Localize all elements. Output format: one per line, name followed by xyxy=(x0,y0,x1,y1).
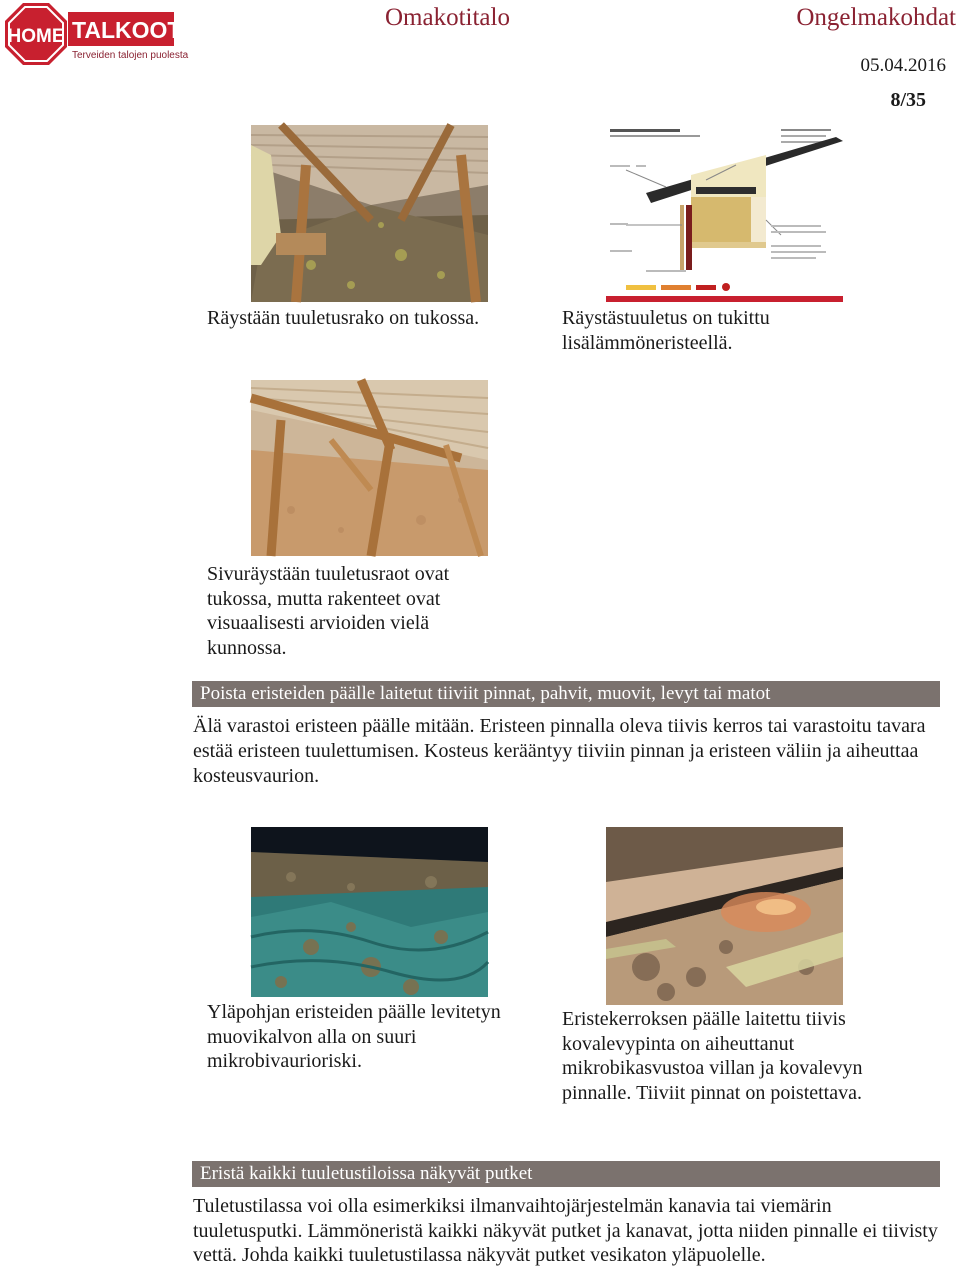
logo-talkoot-text: TALKOOT.FI xyxy=(72,17,206,43)
section-heading-dense-surfaces: Poista eristeiden päälle laitetut tiiviit pinnat, pahvit, muovit, levyt tai matot xyxy=(192,681,940,707)
section-heading-pipes: Eristä kaikki tuuletustiloissa näkyvät putket xyxy=(192,1161,940,1187)
caption-photo-1: Räystään tuuletusrako on tukossa. xyxy=(207,307,480,329)
logo-home-text: HOME xyxy=(7,26,65,47)
photo-plastic-film xyxy=(251,827,488,997)
caption-photo-4: Yläpohjan eristeiden päälle levitetyn muovikalvon alla on suuri mikrobivaurioriski. xyxy=(207,1001,501,1072)
page-number: 8/35 xyxy=(890,89,926,111)
photo-side-eave xyxy=(251,380,488,556)
section-body-dense-surfaces: Älä varastoi eristeen päälle mitään. Eristeen pinnalla oleva tiivis kerros tai varastoitu tavara estää eristeen tuulettumisen. Kosteus kerääntyy tiiviin pinnan ja eristeen väliin ja aiheuttaa kosteusvaurion. xyxy=(193,715,926,787)
header-title-left: Omakotitalo xyxy=(385,4,510,31)
photo-fiberboard-mold xyxy=(606,827,843,1005)
header-date: 05.04.2016 xyxy=(860,55,946,76)
caption-photo-3: Sivuräystään tuuletusraot ovat tukossa, mutta rakenteet ovat visuaalisesti arvioiden vielä kunnossa. xyxy=(207,563,450,659)
section-body-pipes: Tuletustilassa voi olla esimerkiksi ilmanvaihtojärjestelmän kanavia tai viemärin tuuletusputki. Lämmöneristä kaikki näkyvät putket ja kanavat, jotta niiden pinnalle ei tiivisty vettä. Johda kaikki tuuletustilassa näkyvät putket vesikaton yläpuolelle. xyxy=(193,1195,938,1266)
logo-tagline: Terveiden talojen puolesta xyxy=(72,50,189,61)
photo-attic-eave xyxy=(251,125,488,302)
hometalkoot-logo xyxy=(4,2,206,64)
diagram-eave-ventilation xyxy=(606,125,843,302)
caption-photo-2: Räystästuuletus on tukittu lisälämmöneristeellä. xyxy=(562,307,770,354)
header-title-right: Ongelmakohdat xyxy=(796,4,956,31)
caption-photo-5: Eristekerroksen päälle laitettu tiivis kovalevypinta on aiheuttanut mikrobikasvustoa villan ja kovalevyn pinnalle. Tiiviit pinnat on poistettava. xyxy=(562,1008,863,1104)
